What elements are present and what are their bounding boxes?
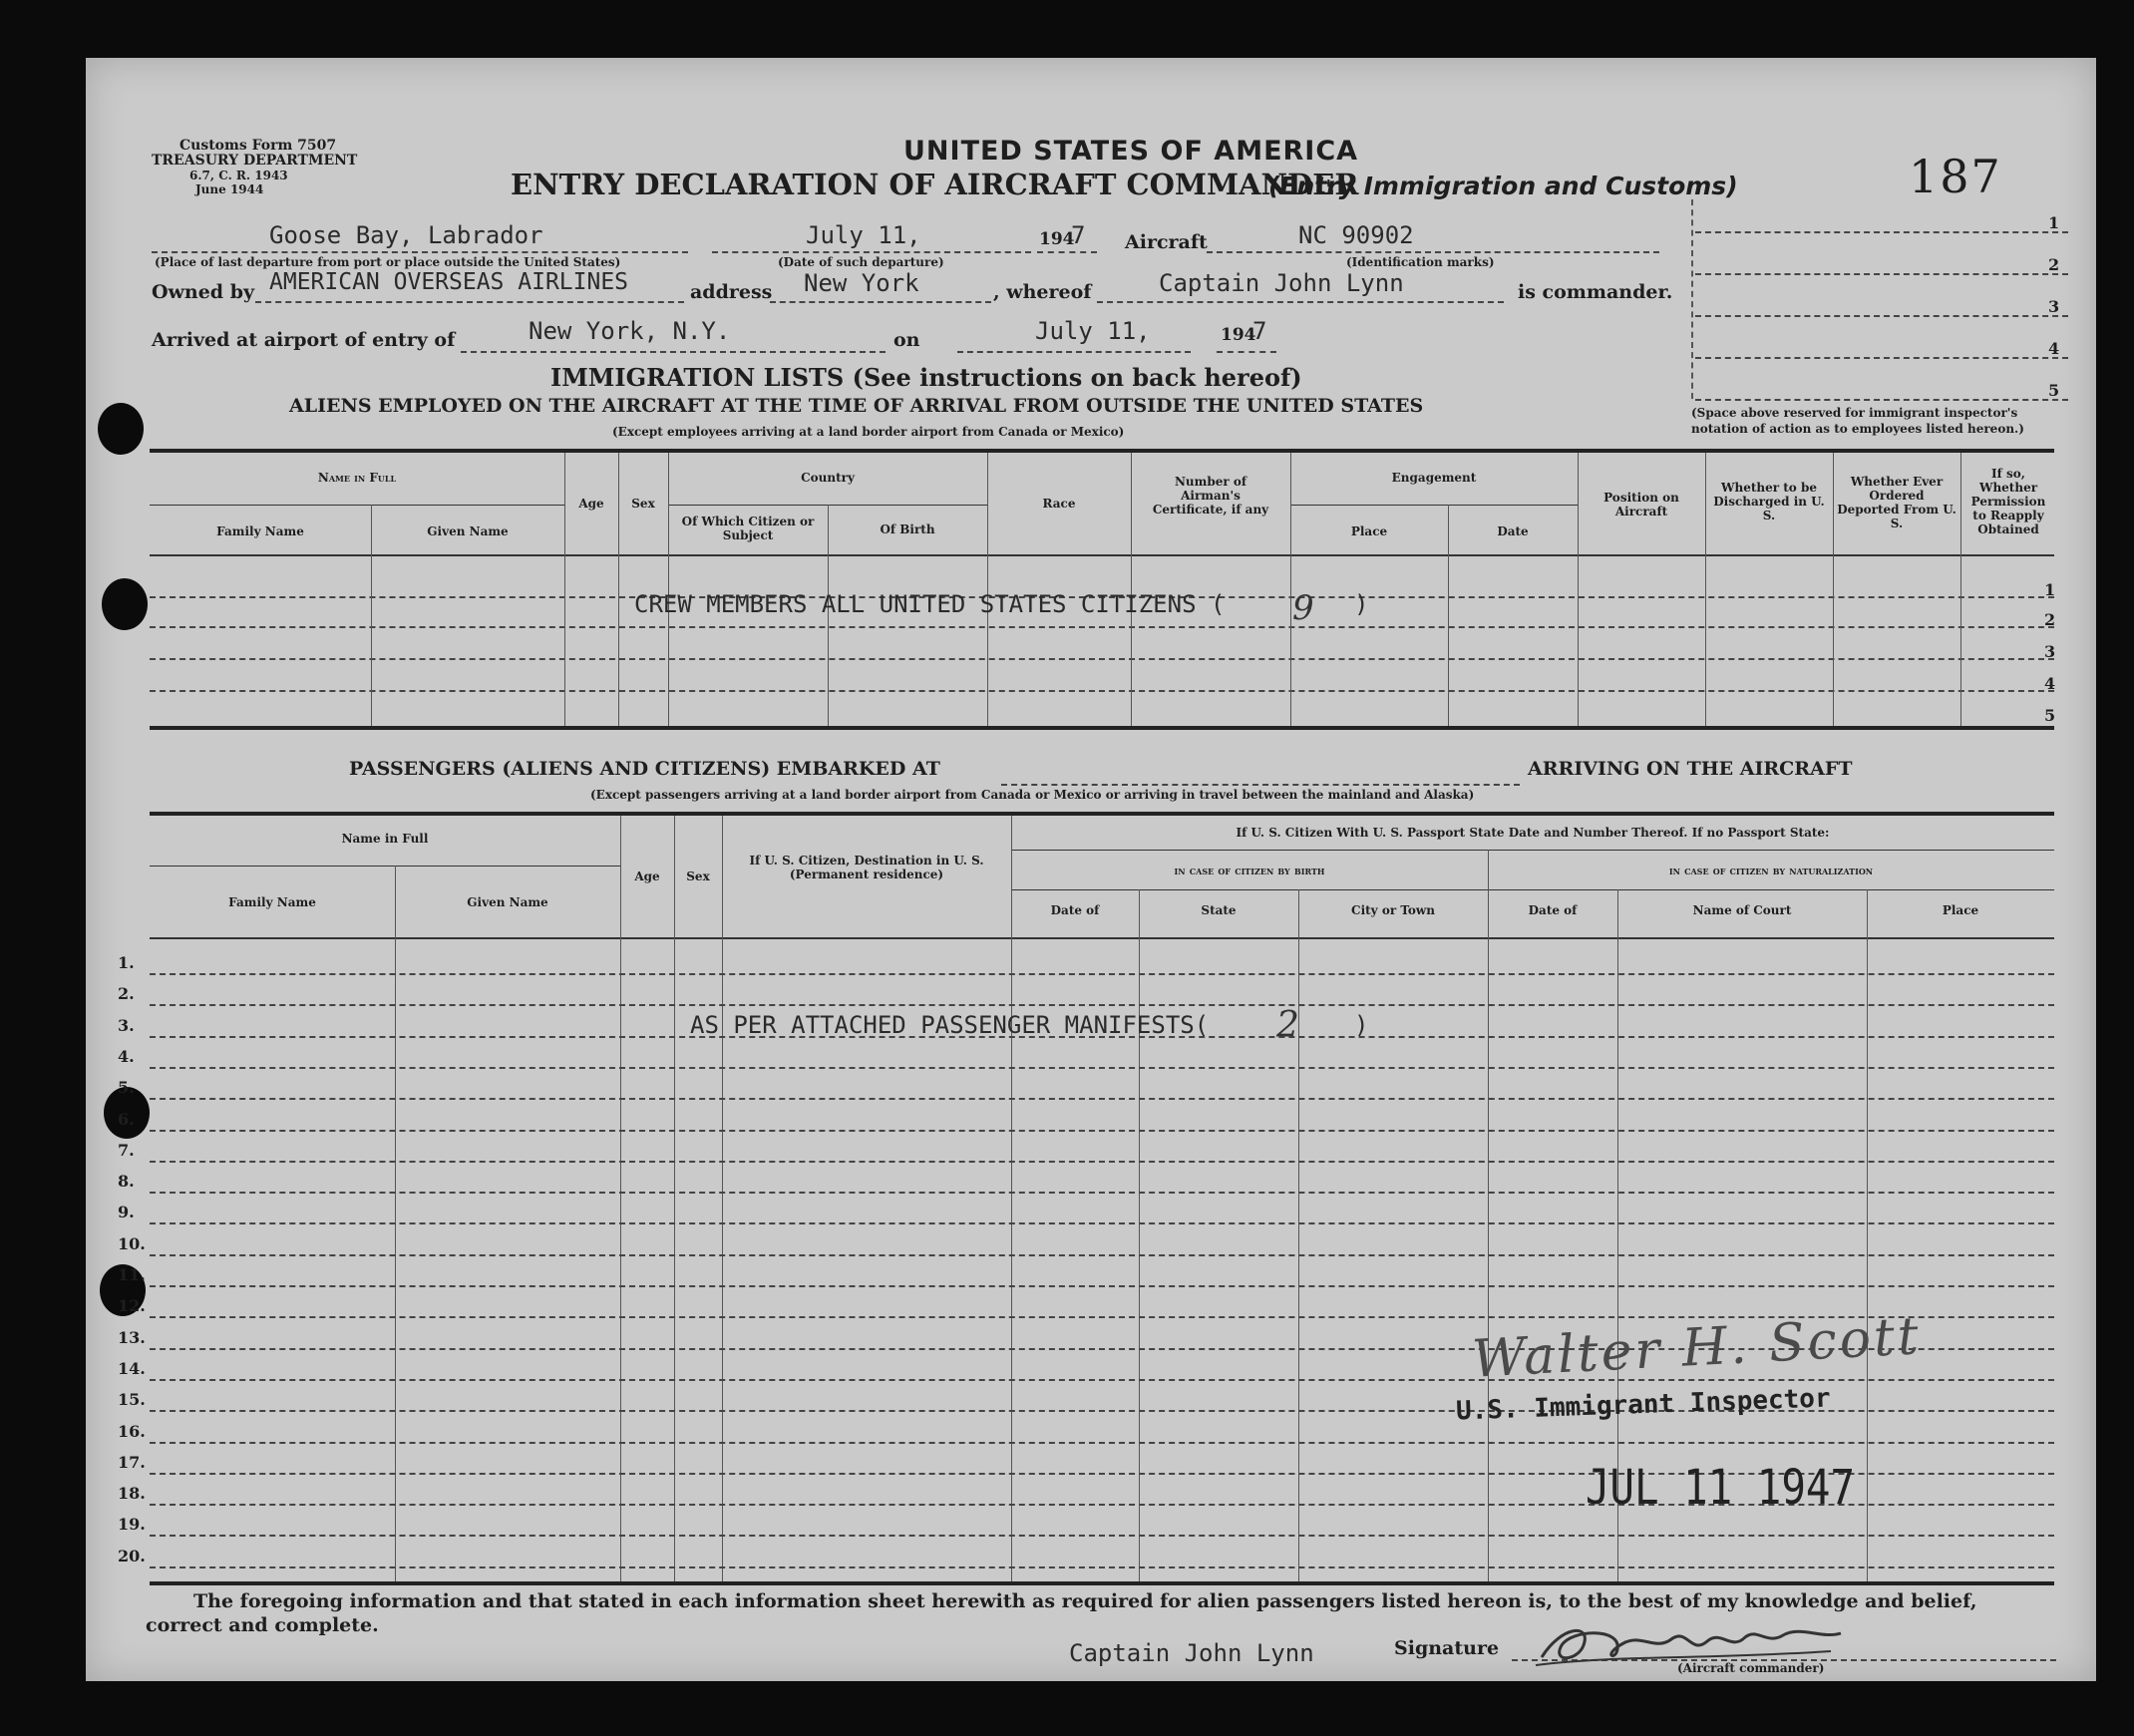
arrival-year-digit: 7 — [1252, 317, 1267, 345]
passenger-row-number: 9. — [118, 1203, 135, 1221]
passenger-row-number: 5. — [118, 1078, 135, 1097]
passenger-row-line — [150, 1535, 2054, 1537]
p-col-by-birth: in case of citizen by birth — [1174, 864, 1325, 877]
signature-caption: (Aircraft commander) — [1677, 1661, 1825, 1675]
aircraft-id: NC 90902 — [1298, 221, 1414, 249]
arrival-label: Arrived at airport of entry of — [152, 329, 456, 351]
form-number: 187 — [1909, 150, 2002, 203]
p-col-family-name: Family Name — [228, 895, 316, 909]
col-family-name: Family Name — [216, 524, 304, 538]
passenger-row-line — [150, 1192, 2054, 1194]
col-eng-place: Place — [1350, 524, 1388, 538]
passenger-row-line — [150, 1004, 2054, 1006]
p-col-passport: If U. S. Citizen With U. S. Passport State Date and Number Thereof. If no Passport State: — [1236, 826, 1830, 840]
col-divider — [1290, 453, 1291, 726]
crew-entry: CREW MEMBERS ALL UNITED STATES CITIZENS ( — [634, 590, 1226, 618]
p-col-age: Age — [634, 869, 660, 883]
aliens-row-line — [150, 626, 2054, 628]
col-divider — [1960, 453, 1961, 726]
p-col-date-of2: Date of — [1528, 903, 1578, 917]
reserved-row-number: 5 — [2048, 381, 2060, 400]
owner-address: New York — [804, 269, 919, 297]
col-divider — [722, 816, 723, 1581]
arrival-date-line — [957, 351, 1191, 353]
subheader-line — [150, 505, 564, 506]
col-divider — [1867, 889, 1868, 1581]
departure-year-digit: 7 — [1071, 221, 1086, 249]
col-divider — [1488, 850, 1489, 1581]
subheader-line — [1290, 505, 1578, 506]
col-engagement: Engagement — [1391, 471, 1477, 485]
aliens-row-number: 2 — [2044, 610, 2056, 629]
reserved-row-number: 4 — [2048, 339, 2060, 358]
passenger-row-line — [150, 1566, 2054, 1568]
pass-table-bottom — [150, 1581, 2054, 1585]
aliens-row-number: 5 — [2044, 706, 2056, 725]
col-airman-cert: Number of Airman's Certificate, if any — [1152, 475, 1269, 517]
pass-header-bottom — [150, 937, 2054, 939]
passenger-row-line — [150, 973, 2054, 975]
pass-table-top — [150, 812, 2054, 816]
footer-statement: The foregoing information and that stated in each information sheet herewith as required for alien passengers listed hereon is, to the best of my knowledge and belief, correct and complete. — [146, 1590, 1977, 1636]
passenger-row-line — [150, 1442, 2054, 1444]
passenger-row-number: 19. — [118, 1515, 146, 1534]
departure-year-prefix: 194 — [1039, 229, 1075, 249]
passenger-row-line — [150, 1254, 2054, 1256]
p-col-court: Name of Court — [1692, 903, 1792, 917]
reserved-line — [1695, 231, 2068, 233]
inspector-title: U.S. Immigrant Inspector — [1455, 1383, 1832, 1427]
passenger-row-number: 14. — [118, 1359, 146, 1378]
commander-line — [1097, 301, 1504, 303]
punch-hole — [98, 403, 144, 455]
departure-place-caption: (Place of last departure from port or place outside the United States) — [155, 255, 621, 269]
aliens-row-number: 3 — [2044, 642, 2056, 661]
immigration-subheading: ALIENS EMPLOYED ON THE AIRCRAFT AT THE TIME OF ARRIVAL FROM OUTSIDE THE UNITED STATES — [289, 395, 1424, 417]
passenger-row-number: 2. — [118, 984, 135, 1003]
col-divider — [1298, 889, 1299, 1581]
col-position: Position on Aircraft — [1603, 491, 1679, 519]
departure-date-caption: (Date of such departure) — [778, 255, 944, 269]
is-commander-label: is commander. — [1518, 281, 1673, 303]
reserved-row-number: 1 — [2048, 213, 2060, 232]
reserved-row-number: 3 — [2048, 297, 2060, 316]
arrival-year-line — [1217, 351, 1276, 353]
passenger-row-line — [150, 1161, 2054, 1163]
col-divider — [618, 453, 619, 726]
col-age: Age — [578, 497, 604, 511]
owner-line — [255, 301, 684, 303]
passengers-entry-close: ) — [1354, 1011, 1369, 1039]
col-divider — [674, 816, 675, 1581]
p-col-by-naturalization: in case of citizen by naturalization — [1668, 864, 1874, 877]
reserved-line — [1695, 273, 2068, 275]
reserved-note: (Space above reserved for immigrant inspector's notation of action as to employees listed hereon.) — [1691, 406, 2024, 436]
col-divider — [1578, 453, 1579, 726]
owned-by-label: Owned by — [152, 281, 255, 303]
passenger-row-number: 11. — [118, 1265, 146, 1284]
p-col-name-in-full: Name in Full — [341, 832, 429, 846]
col-divider — [1705, 453, 1706, 726]
passenger-row-number: 7. — [118, 1141, 135, 1160]
passenger-row-line — [150, 1285, 2054, 1287]
p-col-state: State — [1201, 903, 1237, 917]
passengers-heading-right: ARRIVING ON THE AIRCRAFT — [1528, 758, 1853, 780]
subheader-line — [1011, 850, 2054, 851]
passenger-row-line — [150, 1222, 2054, 1224]
passenger-row-line — [150, 1379, 2054, 1381]
col-of-birth: Of Birth — [880, 522, 935, 536]
departure-place: Goose Bay, Labrador — [269, 221, 543, 249]
footer-typed-name: Captain John Lynn — [1069, 1639, 1314, 1667]
address-line — [770, 301, 991, 303]
passenger-row-number: 17. — [118, 1453, 146, 1472]
aliens-header-bottom — [150, 554, 2054, 556]
aliens-row-number: 1 — [2044, 580, 2056, 599]
arrival-place: New York, N.Y. — [529, 317, 731, 345]
aliens-row-line — [150, 658, 2054, 660]
passenger-row-number: 13. — [118, 1328, 146, 1347]
passenger-row-line — [150, 1130, 2054, 1132]
crew-entry-close: ) — [1354, 590, 1369, 618]
col-race: Race — [1042, 497, 1076, 511]
passenger-row-number: 6. — [118, 1110, 135, 1129]
arrival-year-prefix: 194 — [1221, 325, 1256, 345]
col-deported: Whether Ever Ordered Deported From U. S. — [1837, 475, 1956, 530]
arrival-on-label: on — [893, 329, 920, 351]
passenger-row-number: 20. — [118, 1547, 146, 1565]
aliens-row-line — [150, 690, 2054, 692]
col-reapply: If so, Whether Permission to Reapply Obtained — [1970, 467, 2046, 536]
whereof-label: , whereof — [993, 281, 1092, 303]
col-divider — [1131, 453, 1132, 726]
passenger-row-number: 4. — [118, 1047, 135, 1066]
immigration-note: (Except employees arriving at a land border airport from Canada or Mexico) — [612, 425, 1125, 439]
col-eng-date: Date — [1497, 524, 1529, 538]
passenger-row-line — [150, 1067, 2054, 1069]
arrival-date: July 11, — [1035, 317, 1151, 345]
p-col-place: Place — [1942, 903, 1979, 917]
form-dept: TREASURY DEPARTMENT — [152, 153, 358, 169]
col-given-name: Given Name — [427, 524, 509, 538]
passenger-row-number: 12. — [118, 1296, 146, 1315]
p-col-sex: Sex — [686, 869, 710, 883]
p-col-city: City or Town — [1351, 903, 1435, 917]
immigration-heading: IMMIGRATION LISTS (See instructions on back hereof) — [550, 363, 1302, 392]
col-divider — [668, 453, 669, 726]
col-divider — [987, 453, 988, 726]
reserved-line — [1695, 357, 2068, 359]
passengers-count: 2 — [1276, 1005, 1299, 1046]
passenger-row-number: 1. — [118, 953, 135, 972]
passengers-entry: AS PER ATTACHED PASSENGER MANIFESTS( — [690, 1011, 1210, 1039]
departure-date-line — [712, 251, 1031, 253]
reserved-row-number: 2 — [2048, 255, 2060, 274]
passenger-row-number: 18. — [118, 1484, 146, 1503]
departure-place-line — [152, 251, 688, 253]
passenger-row-number: 10. — [118, 1234, 146, 1253]
country-heading: UNITED STATES OF AMERICA — [903, 136, 1359, 167]
reserved-space-border — [1691, 199, 1693, 399]
col-country: Country — [801, 471, 855, 485]
p-col-given-name: Given Name — [467, 895, 548, 909]
col-citizen-of: Of Which Citizen or Subject — [681, 515, 815, 542]
passenger-row-number: 3. — [118, 1016, 135, 1035]
passenger-row-number: 8. — [118, 1172, 135, 1191]
punch-hole — [102, 578, 148, 630]
col-sex: Sex — [631, 497, 655, 511]
p-col-destination: If U. S. Citizen, Destination in U. S. (Permanent residence) — [749, 854, 984, 881]
col-name-in-full: Name in Full — [317, 471, 397, 485]
subheader-line — [150, 866, 620, 867]
aircraft-caption: (Identification marks) — [1346, 255, 1495, 269]
address-label: address — [690, 281, 773, 303]
col-divider — [620, 816, 621, 1581]
arrival-place-line — [461, 351, 886, 353]
signature-label: Signature — [1394, 1637, 1500, 1659]
p-col-date-of: Date of — [1050, 903, 1100, 917]
inspector-stamp-date: JUL 11 1947 — [1585, 1460, 1856, 1516]
col-divider — [1011, 816, 1012, 1581]
passenger-row-line — [150, 1098, 2054, 1100]
col-divider — [1139, 889, 1140, 1581]
aliens-table-bottom — [150, 726, 2054, 730]
col-divider — [564, 453, 565, 726]
aliens-row-number: 4 — [2044, 674, 2056, 693]
commander-name: Captain John Lynn — [1159, 269, 1404, 297]
form-id: Customs Form 7507 — [179, 138, 337, 154]
inspector-signature: Walter H. Scott — [1470, 1306, 1924, 1390]
departure-year-line — [1037, 251, 1097, 253]
departure-date: July 11, — [806, 221, 921, 249]
form-date: June 1944 — [195, 182, 264, 196]
embarked-line — [1001, 784, 1520, 786]
crew-count: 9 — [1292, 588, 1314, 628]
form-title-sub: (Entry Immigration and Customs) — [1268, 172, 1738, 200]
aliens-table-top — [150, 449, 2054, 453]
form-title: ENTRY DECLARATION OF AIRCRAFT COMMANDER — [511, 168, 1359, 201]
passengers-note: (Except passengers arriving at a land border airport from Canada or Mexico or arriving in travel between the mainland and Alaska) — [590, 788, 1475, 802]
passengers-heading: PASSENGERS (ALIENS AND CITIZENS) EMBARKED AT — [349, 758, 940, 780]
reserved-line — [1695, 315, 2068, 317]
aircraft-id-line — [1207, 251, 1659, 253]
aircraft-label: Aircraft — [1125, 231, 1208, 253]
form-cfr: 6.7, C. R. 1943 — [189, 169, 288, 182]
col-divider — [1833, 453, 1834, 726]
col-discharged: Whether to be Discharged in U. S. — [1713, 481, 1825, 522]
reserved-line — [1695, 399, 2068, 401]
passenger-row-number: 16. — [118, 1422, 146, 1441]
owner-name: AMERICAN OVERSEAS AIRLINES — [269, 269, 629, 295]
subheader-line — [1011, 889, 2054, 890]
passenger-row-number: 15. — [118, 1390, 146, 1409]
